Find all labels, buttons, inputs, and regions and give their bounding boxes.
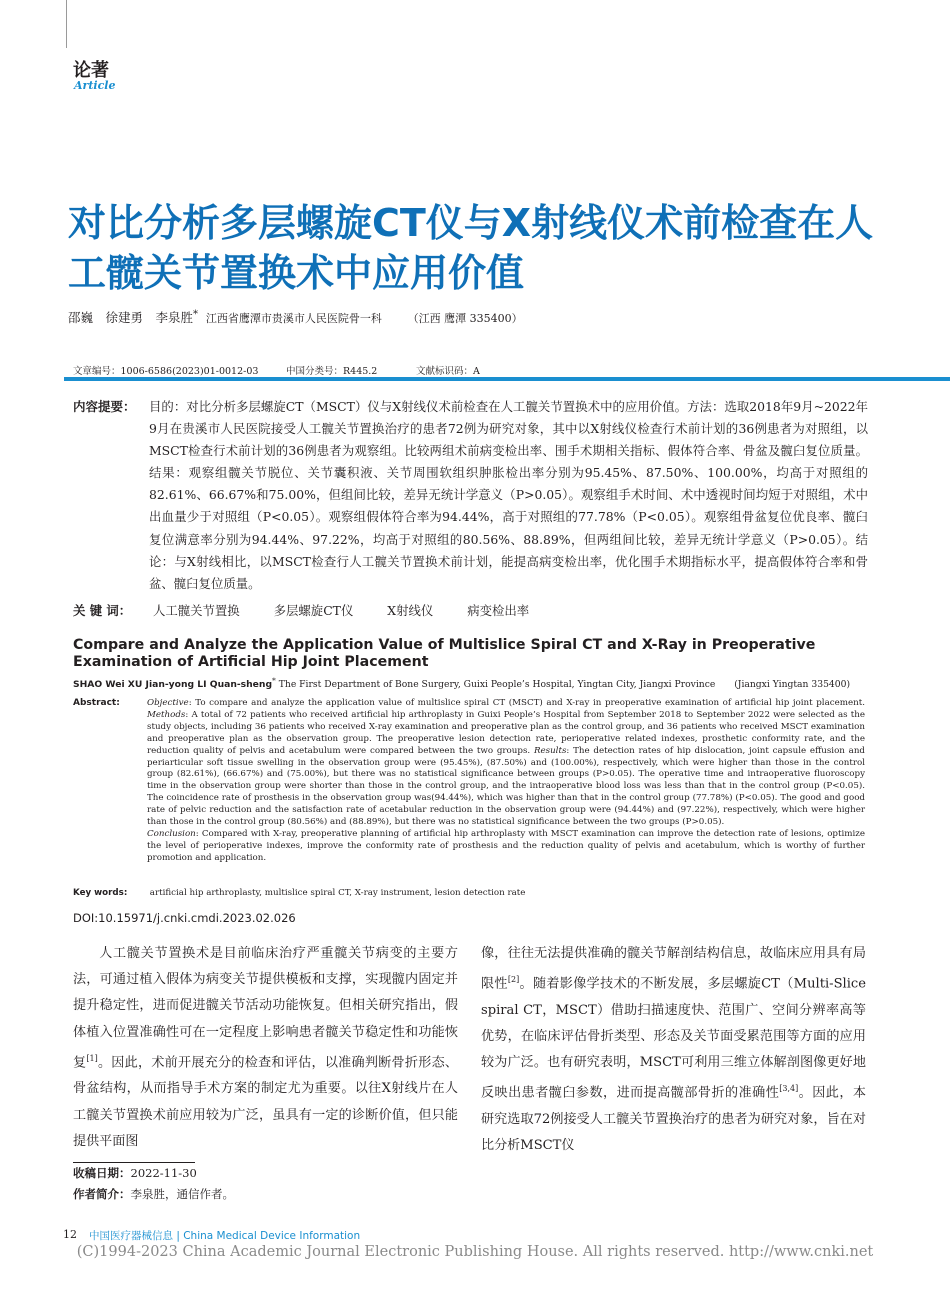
keywords-cn bbox=[73, 601, 559, 619]
corresponding-mark: * bbox=[193, 309, 199, 320]
document-code: 文献标识码：A bbox=[416, 366, 480, 377]
abstract-en bbox=[73, 698, 865, 865]
methods-label: Methods bbox=[147, 709, 186, 720]
divider-bar bbox=[64, 377, 950, 381]
authors-cn: 邵巍 徐建勇 李泉胜 bbox=[68, 310, 194, 325]
abstract-cn-text: 目的：对比分析多层螺旋CT（MSCT）仪与X射线仪术前检查在人工髋关节置换术中的应用价值。方法：选取2018年9月~2022年9月在贵溪市人民医院接受人工髋关节置换治疗的患者72例为研究对象，其中以X射线仪检查行术前计划的36例患者为对照组，以MSCT检查行术前计划的36例患者为观察组。比较两组术前病变检出率、围手术期相关指标、假体符合率、骨盆及髋臼复位质量。结果：观察组髋关节脱位、关节囊积液、关节周围软组织肿胀检出率分别为95.45%、87.50%、100.00%，均高于对照组的82.61%、66.67%和75.00%，但组间比较，差异无统计学意义（P>0.05）。观察组手术时间、术中透视时间均短于对照组，术中出血量少于对照组（P<0.05）。观察组假体符合率为94.44%，高于对照组的77.78%（P<0.05）。观察组骨盆复位优良率、髋臼复位满意率分别为94.44%、97.22%，均高于对照组的80.56%、88.89%，但两组间比较，差异无统计学意义（P>0.05）。结论：与X射线相比，以MSCT检查行人工髋关节置换术前计划，能提高病变检出率，优化围手术期指标水平，提高假体符合率和骨盆、髋臼复位质量。 bbox=[149, 399, 868, 591]
body-right-part2: 。随着影像学技术的不断发展，多层螺旋CT（Multi-Slice spiral CT，MSCT）借助扫描速度快、范围广、空间分辨率高等优势，在临床评估骨折类型、形态及关节面受累范围等方面的应用较为广泛。也有研究表明，MSCT可利用三维立体解剖图像更好地反映出患者髋臼参数，进而提高髋部骨折的准确性 bbox=[481, 976, 866, 1101]
citation-3-4: [3,4] bbox=[779, 1084, 799, 1094]
classification-number: 中国分类号：R445.2 bbox=[286, 366, 378, 377]
article-number: 文章编号：1006-6586(2023)01-0012-03 bbox=[73, 366, 259, 377]
results-label: Results bbox=[533, 745, 567, 756]
objective-label: Objective bbox=[147, 698, 189, 708]
keyword-cn: 病变检出率 bbox=[467, 603, 530, 618]
abstract-en-text bbox=[147, 698, 865, 865]
keyword-cn: X射线仪 bbox=[387, 603, 434, 618]
abstract-cn bbox=[73, 396, 868, 595]
abstract-cn-label: 内容提要： bbox=[73, 399, 136, 414]
keywords-en-text: artificial hip arthroplasty, multislice spiral CT, X-ray instrument, lesion detection rate bbox=[149, 888, 526, 898]
author-line bbox=[68, 308, 523, 326]
keyword-cn: 人工髋关节置换 bbox=[152, 603, 240, 618]
footnote-rule bbox=[73, 1162, 195, 1163]
body-column-left bbox=[73, 941, 458, 1155]
section-label-cn: 论著 bbox=[73, 60, 109, 81]
conclusion-label: Conclusion bbox=[147, 828, 196, 839]
abstract-en-label: Abstract: bbox=[73, 698, 120, 708]
author-intro-label: 作者简介： bbox=[73, 1187, 131, 1201]
keywords-en-label: Key words: bbox=[73, 888, 128, 898]
body-column-right bbox=[481, 941, 866, 1159]
body-right-part1: 像，往往无法提供准确的髋关节解剖结构信息，故临床应用具有局限性 bbox=[481, 946, 866, 992]
location-cn: （江西 鹰潭 335400） bbox=[407, 312, 523, 325]
keyword-cn: 多层螺旋CT仪 bbox=[273, 603, 354, 618]
footnote-author bbox=[73, 1186, 234, 1202]
corresponding-mark-en: * bbox=[272, 676, 276, 685]
body-left-part1: 人工髋关节置换术是目前临床治疗严重髋关节病变的主要方法，可通过植入假体为病变关节提供模板和支撑，实现髋内固定并提升稳定性，进而促进髋关节活动功能恢复。但相关研究指出，假体植入位置准确性可在一定程度上影响患者髋关节稳定性和功能恢复 bbox=[73, 946, 458, 1071]
body-right-part3: 。因此，本研究选取72例接受人工髋关节置换治疗的患者为研究对象，旨在对比分析MSCT仪 bbox=[481, 1085, 867, 1154]
authors-en: SHAO Wei XU Jian-yong LI Quan-sheng bbox=[73, 679, 273, 691]
doi: DOI:10.15971/j.cnki.cmdi.2023.02.026 bbox=[73, 911, 296, 925]
conclusion-text: : Compared with X-ray, preoperative planning of artificial hip arthroplasty with MSCT examination can improve the detection rate of lesions, optimize the level of perioperative indexes, improve the conformity rate of prosthesis and the reduction quality of pelvis and acetabulum, which is worthy of further promotion and application. bbox=[147, 828, 865, 863]
author-intro: 李泉胜，通信作者。 bbox=[130, 1187, 234, 1201]
citation-2: [2] bbox=[507, 975, 520, 985]
received-date: 2022-11-30 bbox=[130, 1166, 197, 1180]
results-text: : The detection rates of hip dislocation, joint capsule effusion and periarticular soft tissue swelling in the observation group were (95.45%), (87.50%) and (100.00%), respectively, which were higher than those in the control group (82.61%), (66.67%) and (75.00%), but there was no statistical significance between groups (P>0.05). The operative time and intraoperative fluoroscopy time in the observation group were shorter than those in the control group, and the intraoperative blood loss was less than that in the control group (P<0.05). The coincidence rate of prosthesis in the observation group was(94.44%), which was higher than that in the control group (77.78%) (P<0.05). The good and good rate of pelvic reduction and the satisfaction rate of acetabular reduction in the observation group were (94.44%) and (97.22%), respectively, which were higher than those in the control group (80.56%) and (88.89%), but there was no statistical significance between the two groups (P>0.05). bbox=[147, 745, 865, 828]
methods-text: : A total of 72 patients who received artificial hip arthroplasty in Guixi People’s Hospital from September 2018 to September 2022 were selected as the study objects, including 36 patients who received X-ray examination and preoperative plan as the control group, and 36 patients who received MSCT examination and preoperative plan as the observation group. The preoperative lesion detection rate, perioperative related indexes, prosthetic conformity rate, and the reduction quality of pelvis and acetabulum were compared between the two groups. bbox=[147, 709, 865, 756]
footnote-received bbox=[73, 1165, 197, 1181]
author-line-en bbox=[73, 676, 850, 690]
citation-1: [1] bbox=[86, 1053, 98, 1063]
journal-name: 中国医疗器械信息 | China Medical Device Information bbox=[89, 1230, 361, 1242]
keywords-cn-label: 关 键 词： bbox=[73, 603, 132, 618]
article-title-en: Compare and Analyze the Application Value of Multislice Spiral CT and X-Ray in Preoperative Examination of Artificial Hip Joint Placement bbox=[73, 637, 816, 670]
article-title: 对比分析多层螺旋CT仪与X射线仪术前检查在人工髋关节置换术中应用价值 bbox=[68, 201, 874, 295]
header-rule bbox=[66, 0, 67, 48]
copyright-watermark: (C)1994-2023 China Academic Journal Electronic Publishing House. All rights reserved. http://www.cnki.net bbox=[76, 1244, 874, 1260]
section-label-en: Article bbox=[74, 79, 116, 92]
keywords-en bbox=[73, 888, 525, 898]
page-number: 12 bbox=[63, 1228, 77, 1241]
location-en: (Jiangxi Yingtan 335400) bbox=[734, 679, 851, 691]
body-left-part2: 。因此，术前开展充分的检查和评估，以准确判断骨折形态、骨盆结构，从而指导手术方案的制定尤为重要。以往X射线片在人工髋关节置换术前应用较为广泛，虽具有一定的诊断价值，但只能提供平面图 bbox=[73, 1055, 459, 1149]
objective-text: : To compare and analyze the application value of multislice spiral CT (MSCT) and X-ray in preoperative examination of artificial hip joint placement. bbox=[188, 698, 865, 708]
received-label: 收稿日期： bbox=[73, 1166, 131, 1180]
affiliation-en: The First Department of Bone Surgery, Guixi People’s Hospital, Yingtan City, Jiangxi Province bbox=[278, 679, 716, 691]
affiliation-cn: 江西省鹰潭市贵溪市人民医院骨一科 bbox=[205, 312, 382, 325]
